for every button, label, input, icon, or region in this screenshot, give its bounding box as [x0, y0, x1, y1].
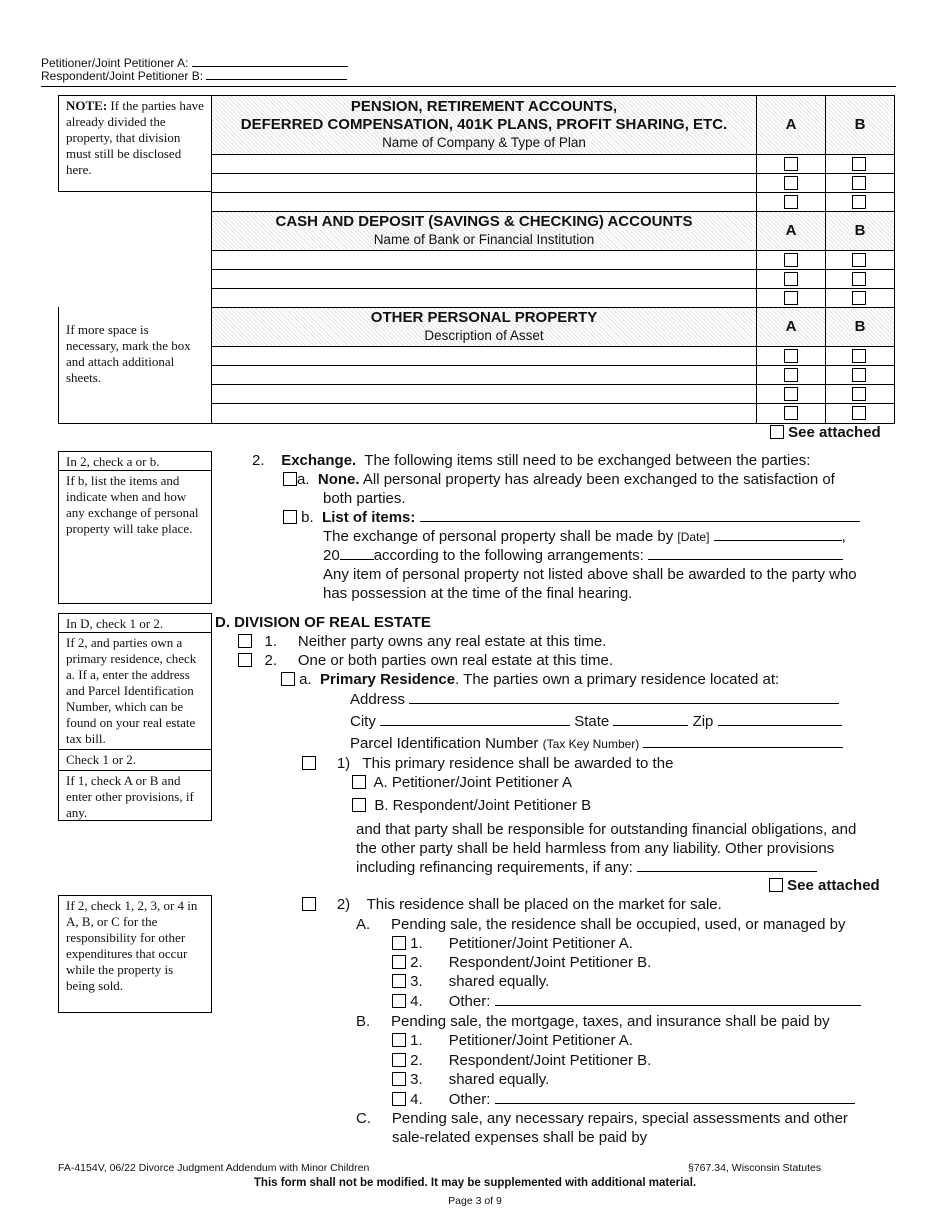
sale-b-choice-2[interactable]	[392, 1052, 651, 1070]
sale-b-choice-3[interactable]	[392, 1071, 549, 1089]
award-a-text: A. Petitioner/Joint Petitioner A	[373, 774, 572, 791]
sale-b-choice-1[interactable]	[392, 1032, 633, 1050]
exchange-a-checkbox[interactable]	[283, 472, 297, 486]
other-title: OTHER PERSONAL PROPERTY	[370, 309, 598, 326]
exchange-a-label: a.	[297, 471, 310, 488]
other-col-b: B	[826, 308, 894, 346]
sale-a-4-checkbox[interactable]	[392, 994, 406, 1008]
footer-form-id: FA-4154V, 06/22 Divorce Judgment Addendum with Minor Children	[58, 1162, 370, 1174]
sale-a-choice-1[interactable]	[392, 935, 633, 953]
real-estate-2-text: One or both parties own real estate at this time.	[297, 652, 614, 669]
choice-text: Petitioner/Joint Petitioner A.	[448, 1032, 633, 1049]
see-attached-2[interactable]	[769, 877, 880, 895]
cash-subtitle: Name of Bank or Financial Institution	[373, 232, 595, 247]
sale-b-choice-4[interactable]	[392, 1091, 855, 1109]
see-attached-2-label: See attached	[787, 877, 880, 894]
exchange-year-field[interactable]	[340, 559, 374, 560]
note-check-title: Check 1 or 2.	[59, 749, 211, 770]
responsibility-text-3: including refinancing requirements, if any:	[356, 859, 633, 876]
award-a-option[interactable]	[352, 774, 572, 792]
cash-row-2-a-checkbox[interactable]	[784, 272, 798, 286]
note-real-estate-body: If 2, and parties own a primary residence, check a. If a, enter the address and Parcel Identification Number, which can be found on your real estate tax bill.	[59, 632, 211, 749]
primary-residence-option[interactable]	[281, 671, 779, 689]
choice-text: Other:	[448, 1091, 491, 1108]
asset-table	[211, 95, 895, 424]
note-sale	[58, 895, 212, 1013]
choice-text: Petitioner/Joint Petitioner A.	[448, 935, 633, 952]
exchange-arrangements-field[interactable]	[648, 559, 843, 560]
sale-a-1-checkbox[interactable]	[392, 936, 406, 950]
primary-residence-label: a.	[299, 671, 312, 688]
sale-c-heading	[356, 1110, 848, 1128]
sale-b-label: B.	[356, 1013, 371, 1030]
real-estate-2-checkbox[interactable]	[238, 653, 252, 667]
see-attached-1-checkbox[interactable]	[770, 425, 784, 439]
pension-row-2-b-checkbox[interactable]	[852, 176, 866, 190]
primary-residence-bold: Primary Residence	[320, 671, 456, 688]
sale-b-3-checkbox[interactable]	[392, 1072, 406, 1086]
sale-b-other-field[interactable]	[495, 1103, 855, 1104]
responsibility-text-1: and that party shall be responsible for outstanding financial obligations, and	[356, 821, 857, 838]
choice-num: 4.	[410, 993, 423, 1010]
other-row-3-a-checkbox[interactable]	[784, 387, 798, 401]
choice-text: Other:	[448, 993, 491, 1010]
exchange-date-field[interactable]	[714, 540, 842, 541]
zip-field[interactable]	[718, 725, 842, 726]
respondent-line	[41, 69, 347, 83]
exchange-year-line	[323, 547, 843, 565]
see-attached-1[interactable]	[770, 424, 881, 442]
exchange-option-a[interactable]	[283, 471, 835, 489]
note-real-estate-title: In D, check 1 or 2.	[66, 616, 164, 631]
sale-a-choice-3[interactable]	[392, 973, 549, 991]
real-estate-option-1[interactable]	[238, 633, 606, 651]
note-exchange-title: In 2, check a or b.	[66, 454, 160, 469]
primary-residence-text: . The parties own a primary residence located at:	[455, 671, 780, 688]
choice-num: 3.	[410, 973, 423, 990]
zip-label: Zip	[692, 713, 714, 730]
other-row-3[interactable]	[212, 385, 756, 403]
note-exchange-body: If b, list the items and indicate when and how any exchange of personal property will take place.	[59, 470, 211, 539]
note-more-space-text: If more space is necessary, mark the box and attach additional sheets.	[66, 322, 191, 385]
pension-row-1-b-checkbox[interactable]	[852, 157, 866, 171]
choice-text: Respondent/Joint Petitioner B.	[448, 1052, 652, 1069]
city-label: City	[350, 713, 376, 730]
exchange-b-checkbox[interactable]	[283, 510, 297, 524]
footer-statute: §767.34, Wisconsin Statutes	[688, 1162, 822, 1174]
choice-num: 4.	[410, 1091, 423, 1108]
city-field[interactable]	[380, 725, 570, 726]
award-b-option[interactable]	[352, 797, 591, 815]
sale-a-other-field[interactable]	[495, 1005, 861, 1006]
primary-residence-checkbox[interactable]	[281, 672, 295, 686]
pension-row-1-a-checkbox[interactable]	[784, 157, 798, 171]
exchange-a-bold: None.	[317, 471, 360, 488]
sale-a-2-checkbox[interactable]	[392, 955, 406, 969]
real-estate-option-2[interactable]	[238, 652, 613, 670]
other-row-3-b-checkbox[interactable]	[852, 387, 866, 401]
real-estate-letter: D.	[215, 614, 230, 631]
respondent-label: Respondent/Joint Petitioner B:	[41, 69, 204, 83]
responsibility-line-3	[356, 859, 817, 877]
note-exchange	[58, 451, 212, 604]
pension-title-2: DEFERRED COMPENSATION, 401K PLANS, PROFIT SHARING, ETC.	[240, 116, 728, 133]
exchange-heading	[252, 452, 810, 470]
exchange-option-b[interactable]	[283, 509, 860, 527]
sale-a-choice-4[interactable]	[392, 993, 861, 1011]
exchange-year-prefix: 20	[323, 547, 340, 564]
cash-row-3-b-checkbox[interactable]	[852, 291, 866, 305]
pension-header	[212, 96, 756, 154]
other-row-1-b-checkbox[interactable]	[852, 349, 866, 363]
exchange-title: Exchange.	[281, 452, 357, 469]
sale-c-label: C.	[356, 1110, 371, 1127]
choice-num: 1.	[410, 1032, 423, 1049]
petitioner-field[interactable]	[192, 66, 348, 67]
sale-b-2-checkbox[interactable]	[392, 1053, 406, 1067]
note-label: NOTE:	[66, 98, 108, 113]
address-label: Address	[350, 691, 406, 708]
exchange-not-listed-2: has possession at the time of the final hearing.	[323, 585, 633, 602]
cash-row-3[interactable]	[212, 289, 756, 307]
other-row-1-a-checkbox[interactable]	[784, 349, 798, 363]
pension-row-3-b-checkbox[interactable]	[852, 195, 866, 209]
exchange-date-text: The exchange of personal property shall be made by	[323, 528, 674, 545]
note-real-estate	[58, 613, 212, 821]
other-header	[212, 308, 756, 346]
exchange-not-listed-1: Any item of personal property not listed above shall be awarded to the party who	[323, 566, 857, 583]
sale-b-heading	[356, 1013, 830, 1031]
real-estate-1-checkbox[interactable]	[238, 634, 252, 648]
respondent-field[interactable]	[206, 79, 347, 80]
other-row-2-b-checkbox[interactable]	[852, 368, 866, 382]
exchange-b-label: b.	[301, 509, 314, 526]
exchange-date-hint: [Date]	[677, 530, 710, 544]
exchange-intro: The following items still need to be exchanged between the parties:	[364, 452, 811, 469]
cash-col-a: A	[757, 212, 825, 250]
real-estate-1-num: 1.	[264, 633, 278, 650]
choice-num: 2.	[410, 1052, 423, 1069]
choice-num: 1.	[410, 935, 423, 952]
other-row-4-b-checkbox[interactable]	[852, 406, 866, 420]
cash-header	[212, 212, 756, 250]
cash-row-2[interactable]	[212, 270, 756, 288]
exchange-arrangements-text: according to the following arrangements:	[373, 547, 644, 564]
sale-text: This residence shall be placed on the market for sale.	[366, 896, 722, 913]
choice-num: 3.	[410, 1071, 423, 1088]
sale-a-text: Pending sale, the residence shall be occupied, used, or managed by	[391, 916, 846, 933]
address-line	[350, 691, 839, 709]
real-estate-1-text: Neither party owns any real estate at this time.	[297, 633, 607, 650]
note-prior-division	[58, 95, 212, 192]
sale-num: 2)	[336, 896, 351, 913]
choice-text: shared equally.	[448, 1071, 550, 1088]
see-attached-2-checkbox[interactable]	[769, 878, 783, 892]
award-a-checkbox[interactable]	[352, 775, 366, 789]
note-check-body: If 1, check A or B and enter other provisions, if any.	[59, 770, 211, 823]
state-label: State	[574, 713, 610, 730]
note-text: If the parties have already divided the property, that division must still be disclosed here.	[66, 98, 204, 177]
pension-row-3-a-checkbox[interactable]	[784, 195, 798, 209]
real-estate-heading	[215, 614, 431, 632]
parcel-hint: (Tax Key Number)	[542, 737, 640, 751]
address-field[interactable]	[409, 703, 839, 704]
award-num: 1)	[336, 755, 351, 772]
petitioner-label: Petitioner/Joint Petitioner A:	[41, 56, 189, 70]
other-row-4[interactable]	[212, 404, 756, 422]
cash-row-3-a-checkbox[interactable]	[784, 291, 798, 305]
sale-b-1-checkbox[interactable]	[392, 1033, 406, 1047]
choice-text: shared equally.	[448, 973, 550, 990]
state-field[interactable]	[613, 725, 688, 726]
sale-a-heading	[356, 916, 846, 934]
sale-a-choice-2[interactable]	[392, 954, 651, 972]
sale-b-4-checkbox[interactable]	[392, 1092, 406, 1106]
award-text: This primary residence shall be awarded to the	[362, 755, 674, 772]
cash-title: CASH AND DEPOSIT (SAVINGS & CHECKING) ACCOUNTS	[275, 213, 693, 230]
exchange-a-text-2: both parties.	[323, 490, 406, 507]
pension-col-b: B	[826, 96, 894, 154]
sale-c-text-2: sale-related expenses shall be paid by	[392, 1129, 648, 1146]
award-b-checkbox[interactable]	[352, 798, 366, 812]
sale-option[interactable]	[302, 896, 722, 914]
other-row-2-a-checkbox[interactable]	[784, 368, 798, 382]
other-provisions-field[interactable]	[637, 871, 817, 872]
other-row-4-a-checkbox[interactable]	[784, 406, 798, 420]
real-estate-title: DIVISION OF REAL ESTATE	[234, 614, 431, 631]
parcel-line	[350, 735, 843, 753]
award-b-text: B. Respondent/Joint Petitioner B	[374, 797, 592, 814]
other-row-1[interactable]	[212, 347, 756, 365]
sale-a-label: A.	[356, 916, 371, 933]
note-sale-text: If 2, check 1, 2, 3, or 4 in A, B, or C for the responsibility for other expenditures that occur while the property is being sold.	[66, 898, 198, 993]
header-rule	[41, 86, 896, 87]
see-attached-1-label: See attached	[788, 424, 881, 441]
pension-col-a: A	[757, 96, 825, 154]
cash-row-1-b-checkbox[interactable]	[852, 253, 866, 267]
footer-notice: This form shall not be modified. It may be supplemented with additional material.	[253, 1177, 697, 1189]
cash-row-2-b-checkbox[interactable]	[852, 272, 866, 286]
note-more-space	[58, 307, 212, 424]
other-row-2[interactable]	[212, 366, 756, 384]
other-subtitle: Description of Asset	[424, 328, 544, 343]
pension-row-2[interactable]	[212, 174, 756, 192]
sale-checkbox[interactable]	[302, 897, 316, 911]
cash-row-1[interactable]	[212, 251, 756, 269]
footer-page-number: Page 3 of 9	[448, 1195, 502, 1207]
real-estate-2-num: 2.	[264, 652, 278, 669]
exchange-date-line: The exchange of personal property shall be made by [Date] ,	[323, 528, 846, 545]
exchange-b-bold: List of items:	[322, 509, 416, 526]
cash-col-b: B	[826, 212, 894, 250]
pension-row-3[interactable]	[212, 193, 756, 211]
responsibility-text-2: the other party shall be held harmless from any liability. Other provisions	[356, 840, 835, 857]
pension-row-2-a-checkbox[interactable]	[784, 176, 798, 190]
award-option[interactable]	[302, 755, 673, 773]
list-items-field[interactable]	[420, 521, 860, 522]
pension-subtitle: Name of Company & Type of Plan	[382, 135, 586, 150]
parcel-label: Parcel Identification Number	[350, 735, 539, 752]
pension-title-1: PENSION, RETIREMENT ACCOUNTS,	[350, 98, 618, 115]
sale-c-text-1: Pending sale, any necessary repairs, special assessments and other	[391, 1110, 848, 1127]
pension-row-1[interactable]	[212, 155, 756, 173]
cash-row-1-a-checkbox[interactable]	[784, 253, 798, 267]
sale-a-3-checkbox[interactable]	[392, 974, 406, 988]
choice-num: 2.	[410, 954, 423, 971]
sale-b-text: Pending sale, the mortgage, taxes, and insurance shall be paid by	[391, 1013, 830, 1030]
other-col-a: A	[757, 308, 825, 346]
choice-text: Respondent/Joint Petitioner B.	[448, 954, 652, 971]
parcel-field[interactable]	[643, 747, 843, 748]
exchange-number: 2.	[252, 452, 265, 469]
exchange-a-text: All personal property has already been exchanged to the satisfaction of	[362, 471, 835, 488]
award-checkbox[interactable]	[302, 756, 316, 770]
city-state-zip-line	[350, 713, 842, 731]
petitioner-line	[41, 56, 348, 70]
